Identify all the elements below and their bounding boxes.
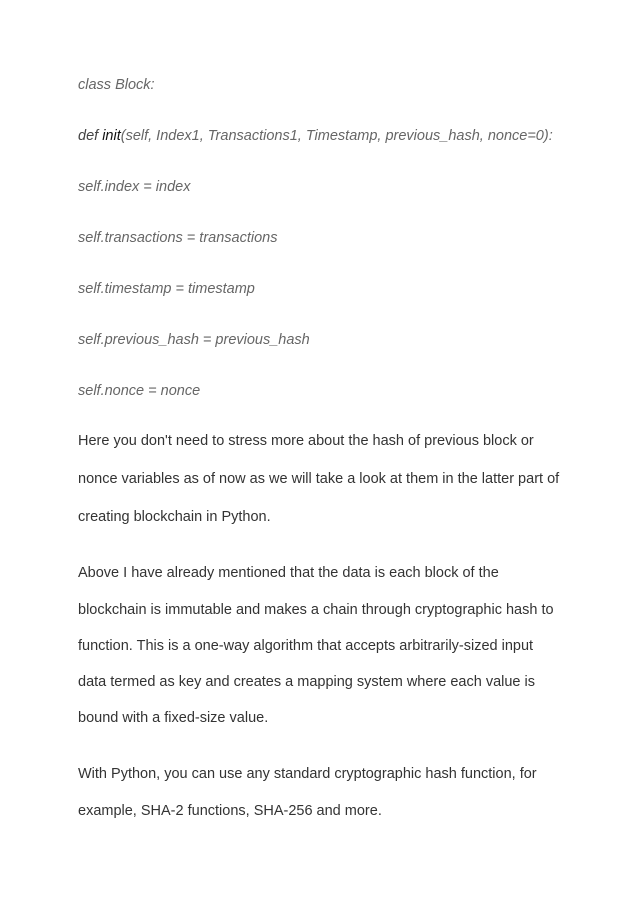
paragraph-2-line-5: bound with a fixed-size value. xyxy=(78,710,269,726)
code-line-previous-hash: self.previous_hash = previous_hash xyxy=(78,332,310,348)
code-line-nonce: self.nonce = nonce xyxy=(78,383,201,399)
paragraph-3-line-1: With Python, you can use any standard cryptographic hash function, for xyxy=(78,766,537,782)
code-init-name: init xyxy=(102,128,121,144)
code-line-class-declaration: class Block: xyxy=(78,77,155,93)
paragraph-2-line-3: function. This is a one-way algorithm that accepts arbitrarily-sized input xyxy=(78,638,534,654)
code-line-timestamp: self.timestamp = timestamp xyxy=(78,281,255,297)
code-line-transactions: self.transactions = transactions xyxy=(78,230,278,246)
code-def-keyword: def xyxy=(78,128,103,144)
paragraph-1-line-2: nonce variables as of now as we will take a look at them in the latter part of xyxy=(78,471,560,487)
paragraph-2-line-2: blockchain is immutable and makes a chain through cryptographic hash to xyxy=(78,602,554,618)
paragraph-1-line-3: creating blockchain in Python. xyxy=(78,509,271,525)
code-line-init-def xyxy=(78,128,553,144)
paragraph-3-line-2: example, SHA-2 functions, SHA-256 and more. xyxy=(78,803,382,819)
code-line-index: self.index = index xyxy=(78,179,191,195)
paragraph-1-line-1: Here you don't need to stress more about the hash of previous block or xyxy=(78,433,534,449)
code-init-params: (self, Index1, Transactions1, Timestamp, previous_hash, nonce=0): xyxy=(120,128,553,144)
paragraph-2-line-1: Above I have already mentioned that the data is each block of the xyxy=(78,565,499,581)
paragraph-2-line-4: data termed as key and creates a mapping system where each value is xyxy=(78,674,535,690)
